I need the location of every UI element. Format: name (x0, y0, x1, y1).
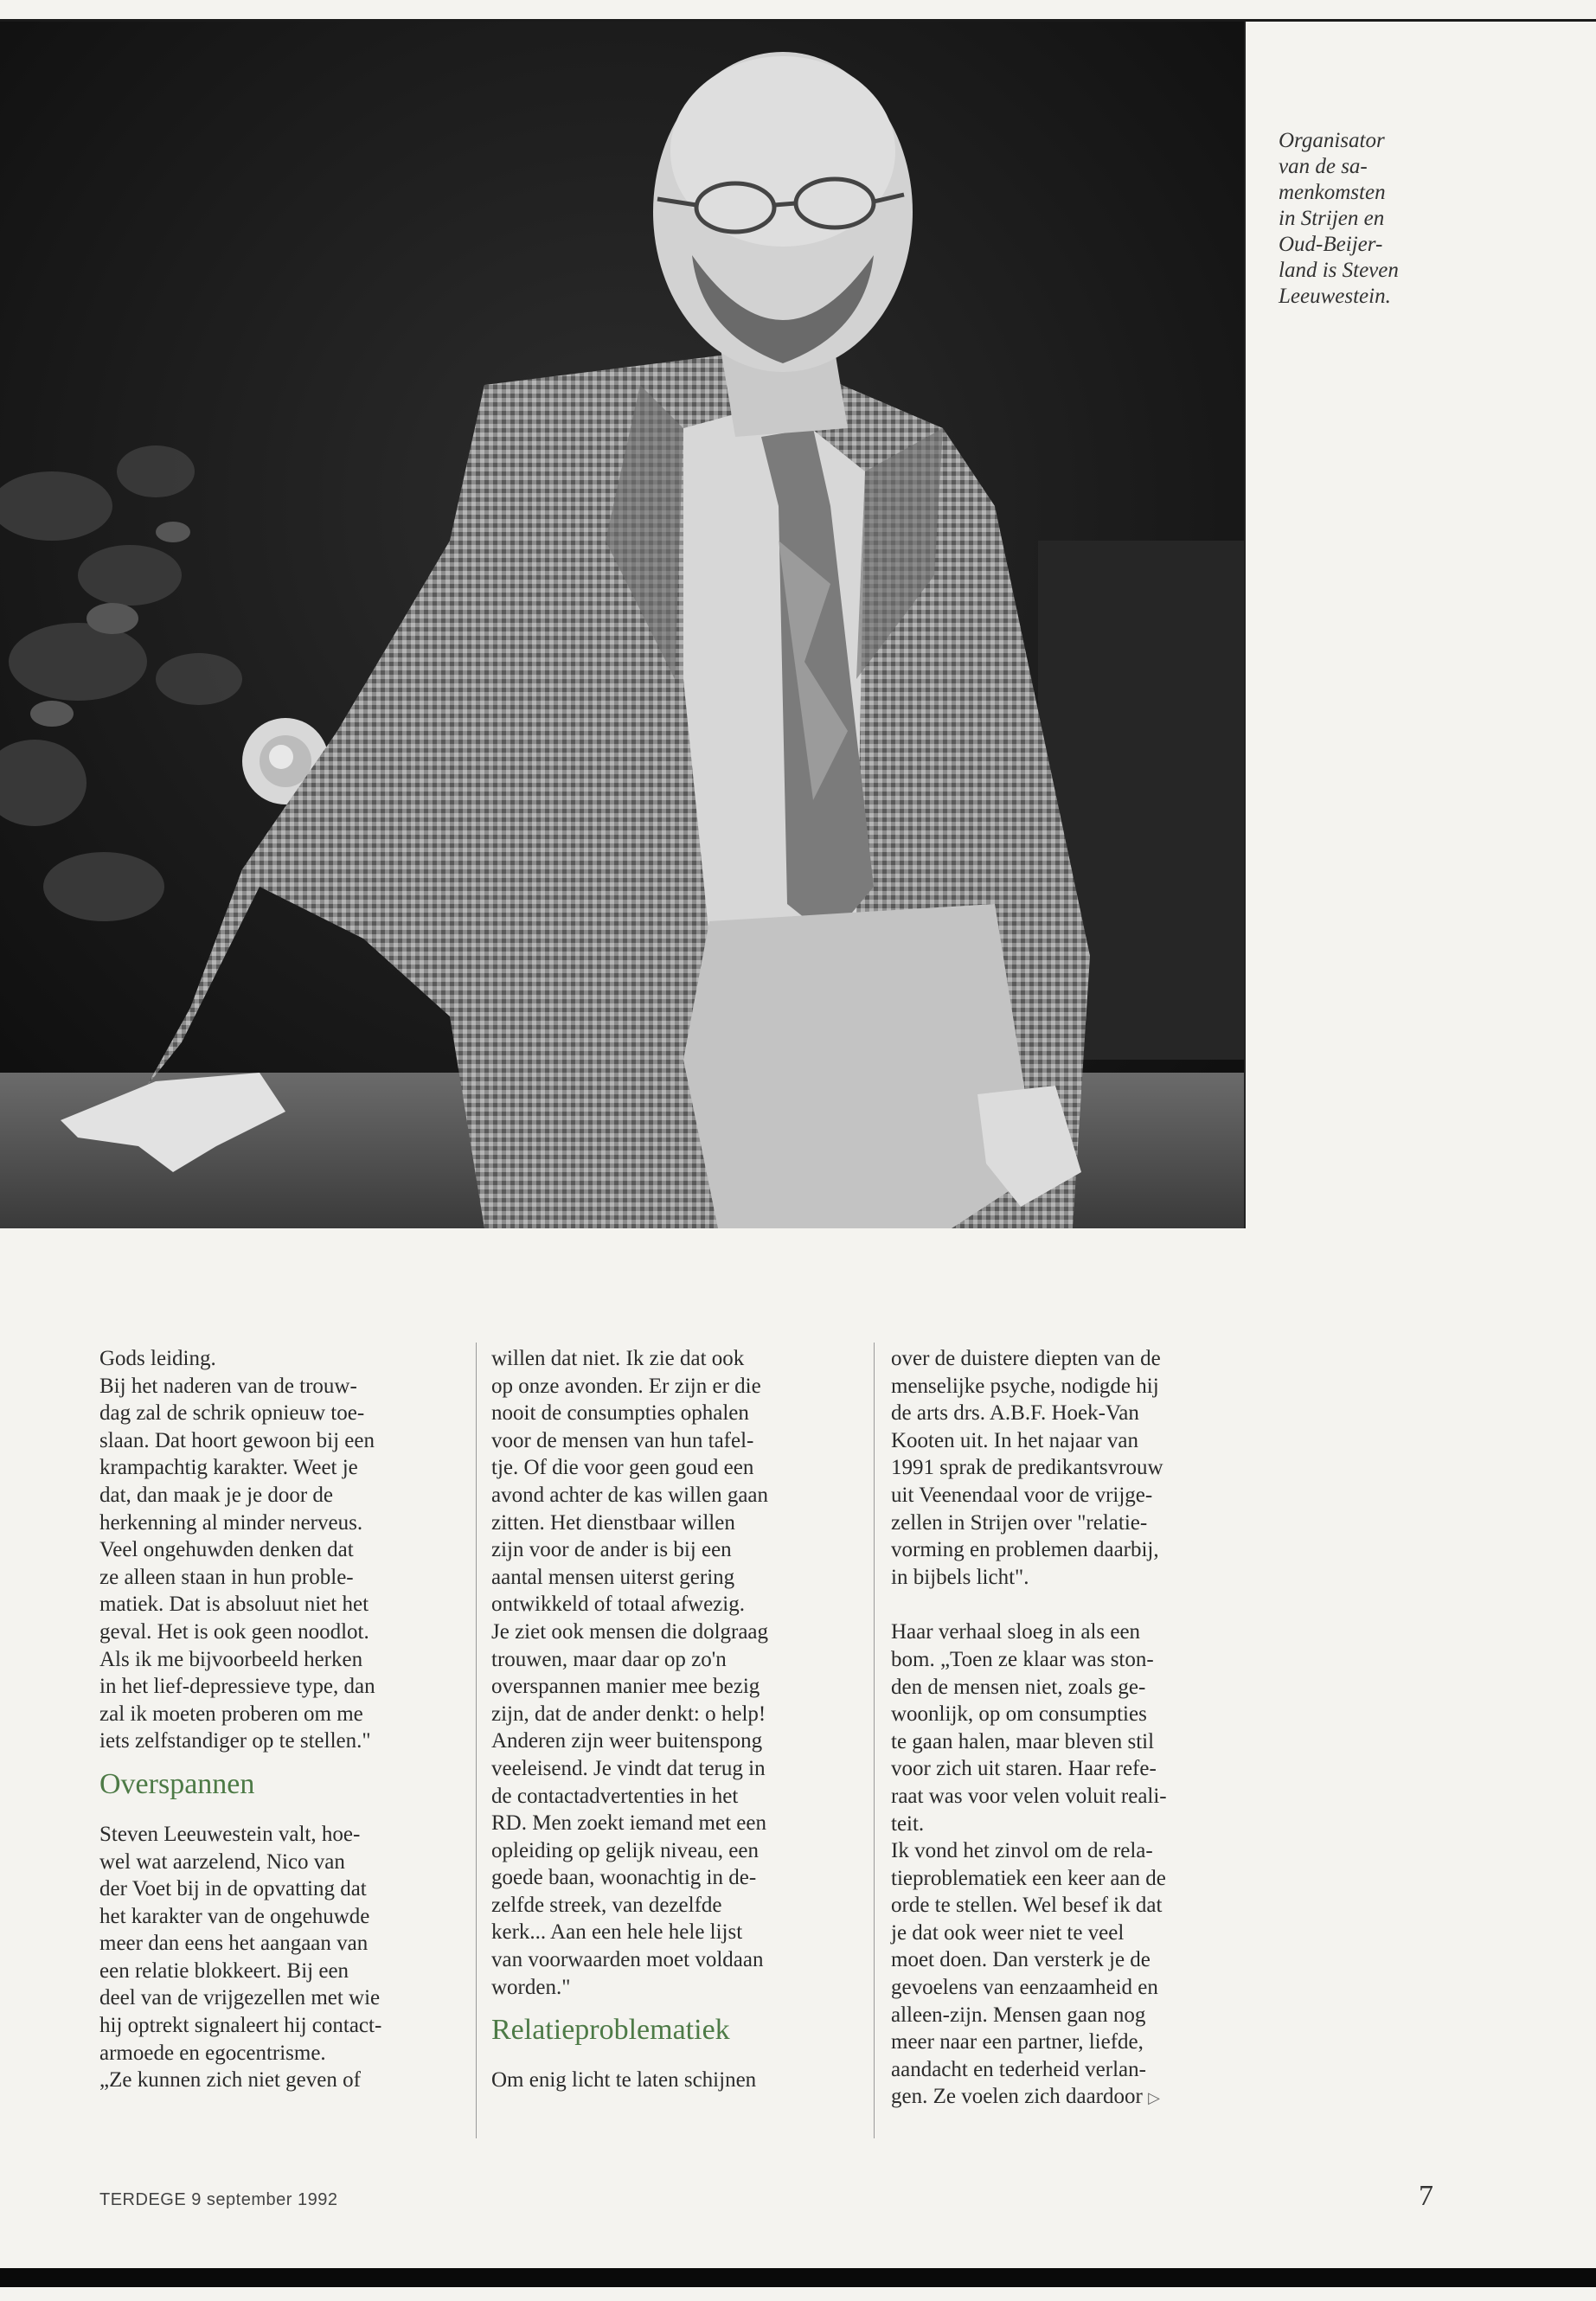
text-line: overspannen manier mee bezig (491, 1675, 760, 1699)
last-line-text: gen. Ze voelen zich daardoor (891, 2085, 1143, 2109)
text-line: gevoelens van eenzaamheid en (891, 1976, 1158, 2000)
text-line: ontwikkeld of totaal afwezig. (491, 1593, 745, 1617)
paragraph-gap (891, 1591, 1246, 1618)
text-line: Ik vond het zinvol om de rela- (891, 1839, 1153, 1863)
text-line: hij optrekt signaleert hij contact- (99, 2014, 382, 2038)
text-line: moet doen. Dan versterk je de (891, 1948, 1151, 1972)
text-line: Bij het naderen van de trouw- (99, 1374, 357, 1398)
continue-arrow-icon: ▷ (1148, 2089, 1160, 2108)
text-line: zellen in Strijen over "relatie- (891, 1510, 1148, 1535)
text-line: zelfde streek, van dezelfde (491, 1893, 722, 1917)
article-column-3 (891, 1345, 1246, 2112)
text-line: alleen-zijn. Mensen gaan nog (891, 2003, 1146, 2027)
text-line: aantal mensen uiterst gering (491, 1565, 735, 1589)
text-line: deel van de vrijgezellen met wie (99, 1986, 381, 2010)
text-line: kerk... Aan een hele hele lijst (491, 1920, 743, 1945)
caption-line: van de sa- (1279, 155, 1368, 178)
text-line: goede baan, woonachtig in de- (491, 1866, 757, 1890)
text-line: iets zelfstandiger op te stellen." (99, 1729, 371, 1753)
text-line: 1991 sprak de predikantsvrouw (891, 1456, 1163, 1480)
text-line: Gods leiding. (99, 1347, 216, 1370)
text-line: der Voet bij in de opvatting dat (99, 1877, 367, 1901)
caption-line: menkomsten (1279, 181, 1386, 204)
text-line: in bijbels licht". (891, 1565, 1029, 1589)
text-line: ze alleen staan in hun proble- (99, 1565, 354, 1589)
text-line: Haar verhaal sloeg in als een (891, 1620, 1141, 1644)
text-line: van voorwaarden moet voldaan (491, 1948, 764, 1972)
article-column-2 (491, 1345, 846, 2094)
text-line: veeleisend. Je vindt dat terug in (491, 1756, 766, 1780)
text-line: voor de mensen van hun tafel- (491, 1428, 754, 1452)
text-line: raat was voor velen voluit reali- (891, 1784, 1167, 1808)
text-line: Steven Leeuwestein valt, hoe- (99, 1822, 361, 1846)
paragraph (99, 1345, 454, 1755)
paragraph (891, 1618, 1246, 2112)
text-line: dat, dan maak je je door de (99, 1483, 334, 1507)
text-line: geval. Het is ook geen noodlot. (99, 1619, 369, 1644)
text-line: armoede en egocentrisme. (99, 2041, 326, 2065)
text-line: dag zal de schrik opnieuw toe- (99, 1401, 365, 1426)
text-line: worden." (491, 1975, 571, 1999)
text-line: „Ze kunnen zich niet geven of (99, 2068, 361, 2093)
caption-line: land is Steven (1279, 259, 1399, 282)
text-line: te gaan halen, maar bleven stil (891, 1729, 1155, 1753)
paragraph (491, 1345, 846, 2001)
text-line: RD. Men zoekt iemand met een (491, 1811, 766, 1836)
text-line: zijn voor de ander is bij een (491, 1538, 732, 1562)
text-line: Kooten uit. In het najaar van (891, 1428, 1139, 1452)
text-line: meer naar een partner, liefde, (891, 2030, 1144, 2054)
paragraph (891, 1345, 1246, 1591)
column-divider (476, 1343, 477, 2138)
text-line: slaan. Dat hoort gewoon bij een (99, 1428, 375, 1452)
text-line: teit. (891, 1811, 925, 1836)
text-line: een relatie blokkeert. Bij een (99, 1958, 349, 1983)
text-line: nooit de consumpties ophalen (491, 1401, 749, 1426)
text-line: voor zich uit staren. Haar refe- (891, 1757, 1157, 1781)
text-line: aandacht en tederheid verlan- (891, 2057, 1146, 2081)
text-line: de arts drs. A.B.F. Hoek-Van (891, 1401, 1139, 1426)
column-divider (874, 1343, 875, 2138)
text-line: in het lief-depressieve type, dan (99, 1675, 375, 1699)
text-line: wel wat aarzelend, Nico van (99, 1849, 345, 1874)
caption-line: Organisator (1279, 129, 1385, 152)
text-line: Om enig licht te laten schijnen (491, 2068, 757, 2093)
text-line: orde te stellen. Wel besef ik dat (891, 1894, 1163, 1918)
caption-line: Oud-Beijer- (1279, 233, 1383, 256)
text-line: over de duistere diepten van de (891, 1347, 1161, 1370)
text-line: krampachtig karakter. Weet je (99, 1456, 358, 1480)
text-line: bom. „Toen ze klaar was ston- (891, 1647, 1154, 1671)
text-line: het karakter van de ongehuwde (99, 1904, 370, 1928)
text-line (891, 2083, 1246, 2112)
text-line: herkenning al minder nerveus. (99, 1510, 363, 1535)
paragraph (99, 1821, 454, 2094)
text-line: trouwen, maar daar op zo'n (491, 1647, 727, 1671)
text-line: willen dat niet. Ik zie dat ook (491, 1347, 745, 1370)
portrait-photo-icon (0, 22, 1244, 1228)
text-line: uit Veenendaal voor de vrijge- (891, 1483, 1153, 1507)
text-line: avond achter de kas willen gaan (491, 1483, 769, 1507)
text-line: matiek. Dat is absoluut niet het (99, 1593, 369, 1617)
paragraph (491, 2067, 846, 2094)
text-line: Je ziet ook mensen die dolgraag (491, 1619, 769, 1644)
text-line: zijn, dat de ander denkt: o help! (491, 1702, 766, 1726)
text-line: tje. Of die voor geen goud een (491, 1456, 754, 1480)
article-column-1 (99, 1345, 454, 2094)
bottom-bar (0, 2268, 1596, 2287)
text-line: Anderen zijn weer buitenspong (491, 1729, 763, 1753)
page-number: 7 (1419, 2180, 1433, 2212)
text-line: Als ik me bijvoorbeeld herken (99, 1647, 363, 1671)
text-line: den de mensen niet, zoals ge- (891, 1675, 1146, 1699)
text-line: zal ik moeten proberen om me (99, 1702, 363, 1726)
text-line: meer dan eens het aangaan van (99, 1932, 369, 1956)
text-line: vorming en problemen daarbij, (891, 1538, 1159, 1562)
text-line: Veel ongehuwden denken dat (99, 1538, 354, 1562)
section-heading: Overspannen (99, 1767, 255, 1800)
section-heading: Relatieproblematiek (491, 2014, 730, 2047)
text-line: zitten. Het dienstbaar willen (491, 1510, 735, 1535)
text-line: de contactadvertenties in het (491, 1784, 739, 1808)
text-line: menselijke psyche, nodigde hij (891, 1374, 1159, 1398)
magazine-issue: TERDEGE 9 september 1992 (99, 2190, 338, 2209)
text-line: je dat ook weer niet te veel (891, 1920, 1125, 1945)
photo-caption (1279, 128, 1469, 310)
text-line: tieproblematiek een keer aan de (891, 1866, 1166, 1890)
text-line: opleiding op gelijk niveau, een (491, 1838, 759, 1862)
caption-line: Leeuwestein. (1279, 285, 1391, 308)
text-line: woonlijk, op om consumpties (891, 1702, 1147, 1727)
text-line: op onze avonden. Er zijn er die (491, 1374, 761, 1398)
portrait-photo (0, 22, 1244, 1228)
caption-line: in Strijen en (1279, 207, 1385, 230)
photo-right-rule (1244, 22, 1246, 1228)
